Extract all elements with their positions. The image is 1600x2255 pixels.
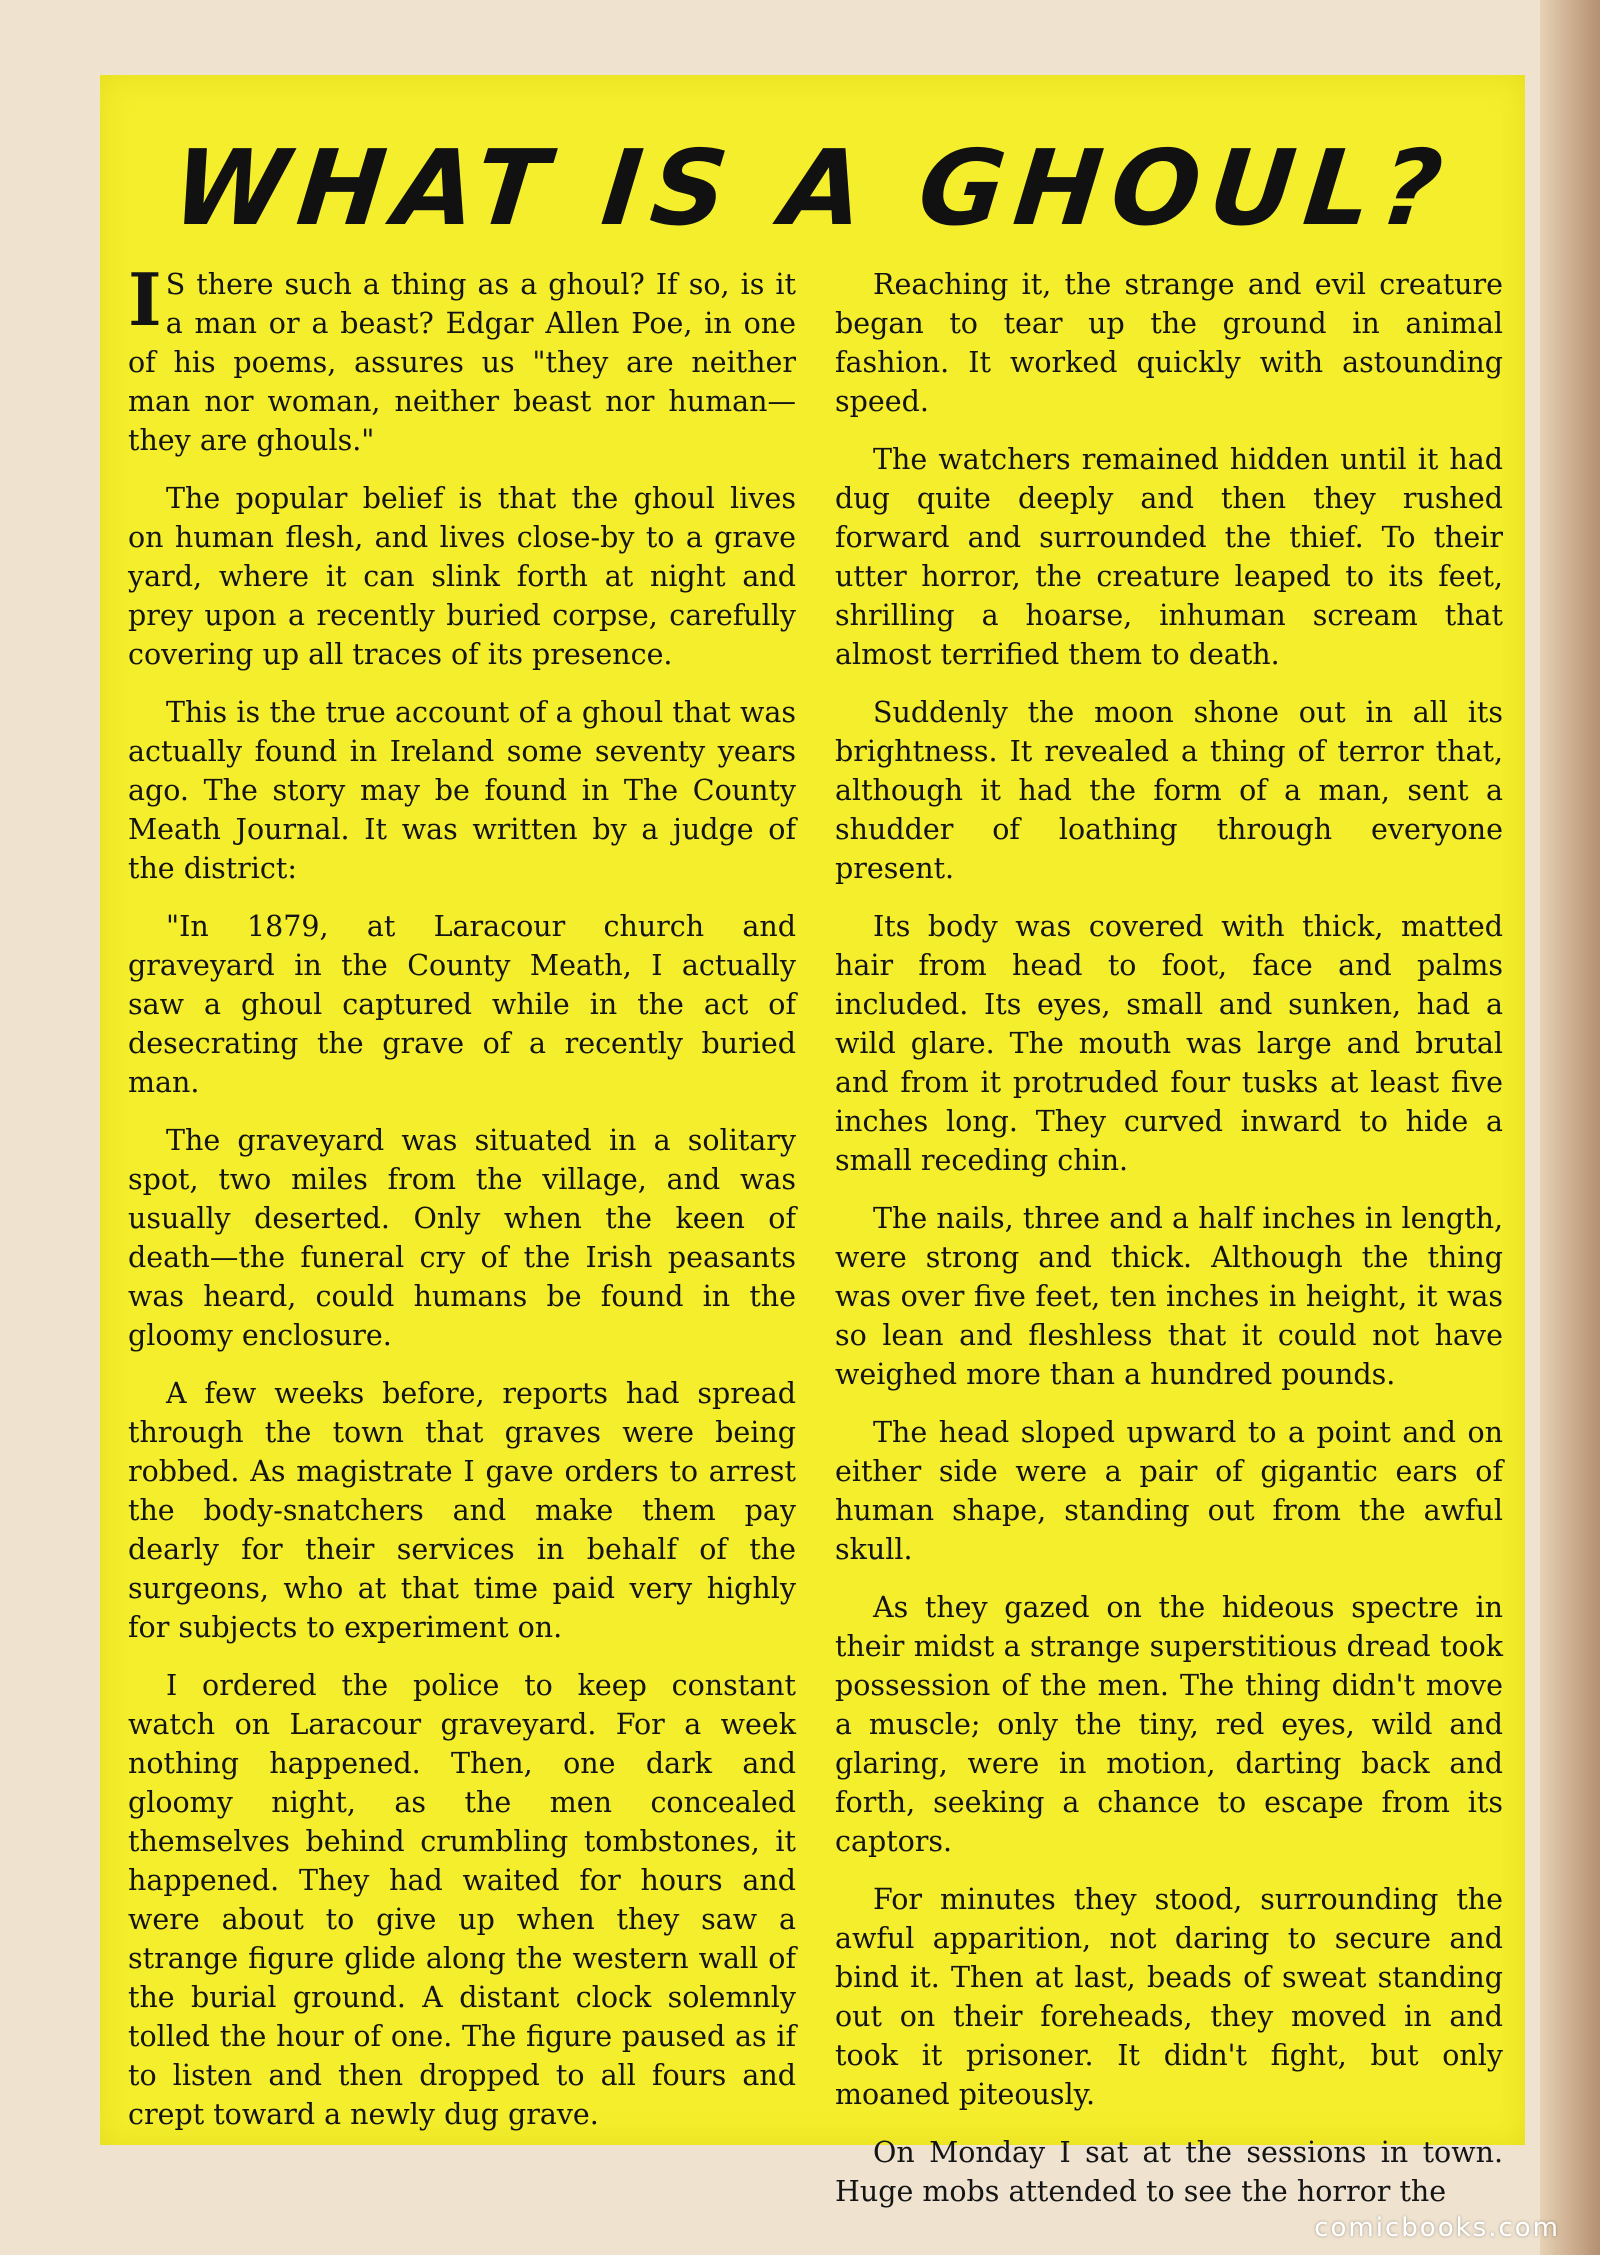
paragraph: For minutes they stood, surrounding the awful apparition, not daring to secure and bind it. Then at last, beads of sweat standing out on their foreheads, they moved in and took it prisoner. It didn't fight, but only moaned piteously. — [835, 1883, 1503, 2111]
paragraph-text: S there such a thing as a ghoul? If so, is it a man or a beast? Edgar Allen Poe, in one of his poems, assures us "they are neither man nor woman, neither beast nor human— they are ghouls." — [128, 268, 796, 457]
paragraph: "In 1879, at Laracour church and graveyard in the County Meath, I actually saw a ghoul captured while in the act of desecrating the grave of a recently buried man. — [128, 910, 796, 1099]
right-column — [835, 265, 1503, 2208]
article-panel — [100, 75, 1525, 2208]
paragraph: Suddenly the moon shone out in all its brightness. It revealed a thing of terror that, although it had the form of a man, sent a shudder of loathing through everyone present. — [835, 696, 1503, 885]
paragraph: The head sloped upward to a point and on either side were a pair of gigantic ears of human shape, standing out from the awful skull. — [835, 1416, 1503, 1566]
paragraph: The nails, three and a half inches in length, were strong and thick. Although the thing was over five feet, ten inches in height, it was so lean and fleshless that it could not have weighed more than a hundred pounds. — [835, 1202, 1503, 1391]
left-column — [128, 257, 796, 2135]
page-edge — [1540, 0, 1600, 2255]
drop-cap: I — [128, 257, 162, 342]
paragraph: This is the true account of a ghoul that was actually found in Ireland some seventy years ago. The story may be found in The County Meath Journal. It was written by a judge of the district: — [128, 696, 796, 885]
watermark: comicbooks.com — [1314, 2213, 1560, 2243]
paragraph: I ordered the police to keep constant watch on Laracour graveyard. For a week nothing happened. Then, one dark and gloomy night, as the men concealed themselves behind crumbling tombstones, it happened. They had waited for hours and were about to give up when they saw a strange figure glide along the western wall of the burial ground. A distant clock solemnly tolled the hour of one. The figure paused as if to listen and then dropped to all fours and crept toward a newly dug grave. — [128, 1669, 796, 2131]
paragraph: Reaching it, the strange and evil creature began to tear up the ground in animal fashion. It worked quickly with astounding speed. — [835, 268, 1503, 418]
paragraph: A few weeks before, reports had spread through the town that graves were being robbed. As magistrate I gave orders to arrest the body-snatchers and make them pay dearly for their services in behalf of the surgeons, who at that time paid very highly for subjects to experiment on. — [128, 1377, 796, 1644]
paragraph: On Monday I sat at the sessions in town. Huge mobs attended to see the horror the — [835, 2136, 1503, 2208]
paragraph — [128, 257, 796, 460]
paragraph: The popular belief is that the ghoul lives on human flesh, and lives close-by to a grave yard, where it can slink forth at night and prey upon a recently buried corpse, carefully covering up all traces of its presence. — [128, 482, 796, 671]
paragraph: The watchers remained hidden until it had dug quite deeply and then they rushed forward and surrounded the thief. To their utter horror, the creature leaped to its feet, shrilling a hoarse, inhuman scream that almost terrified them to death. — [835, 443, 1503, 671]
article-title: WHAT IS A GHOUL? — [167, 127, 1458, 249]
paragraph: Its body was covered with thick, matted hair from head to foot, face and palms included. Its eyes, small and sunken, had a wild glare. The mouth was large and brutal and from it protruded four tusks at least five inches long. They curved inward to hide a small receding chin. — [835, 910, 1503, 1177]
paragraph: The graveyard was situated in a solitary spot, two miles from the village, and was usually deserted. Only when the keen of death—the funeral cry of the Irish peasants was heard, could humans be found in the gloomy enclosure. — [128, 1124, 796, 1352]
paragraph: As they gazed on the hideous spectre in their midst a strange superstitious dread took possession of the men. The thing didn't move a muscle; only the tiny, red eyes, wild and glaring, were in motion, darting back and forth, seeking a chance to escape from its captors. — [835, 1591, 1503, 1858]
